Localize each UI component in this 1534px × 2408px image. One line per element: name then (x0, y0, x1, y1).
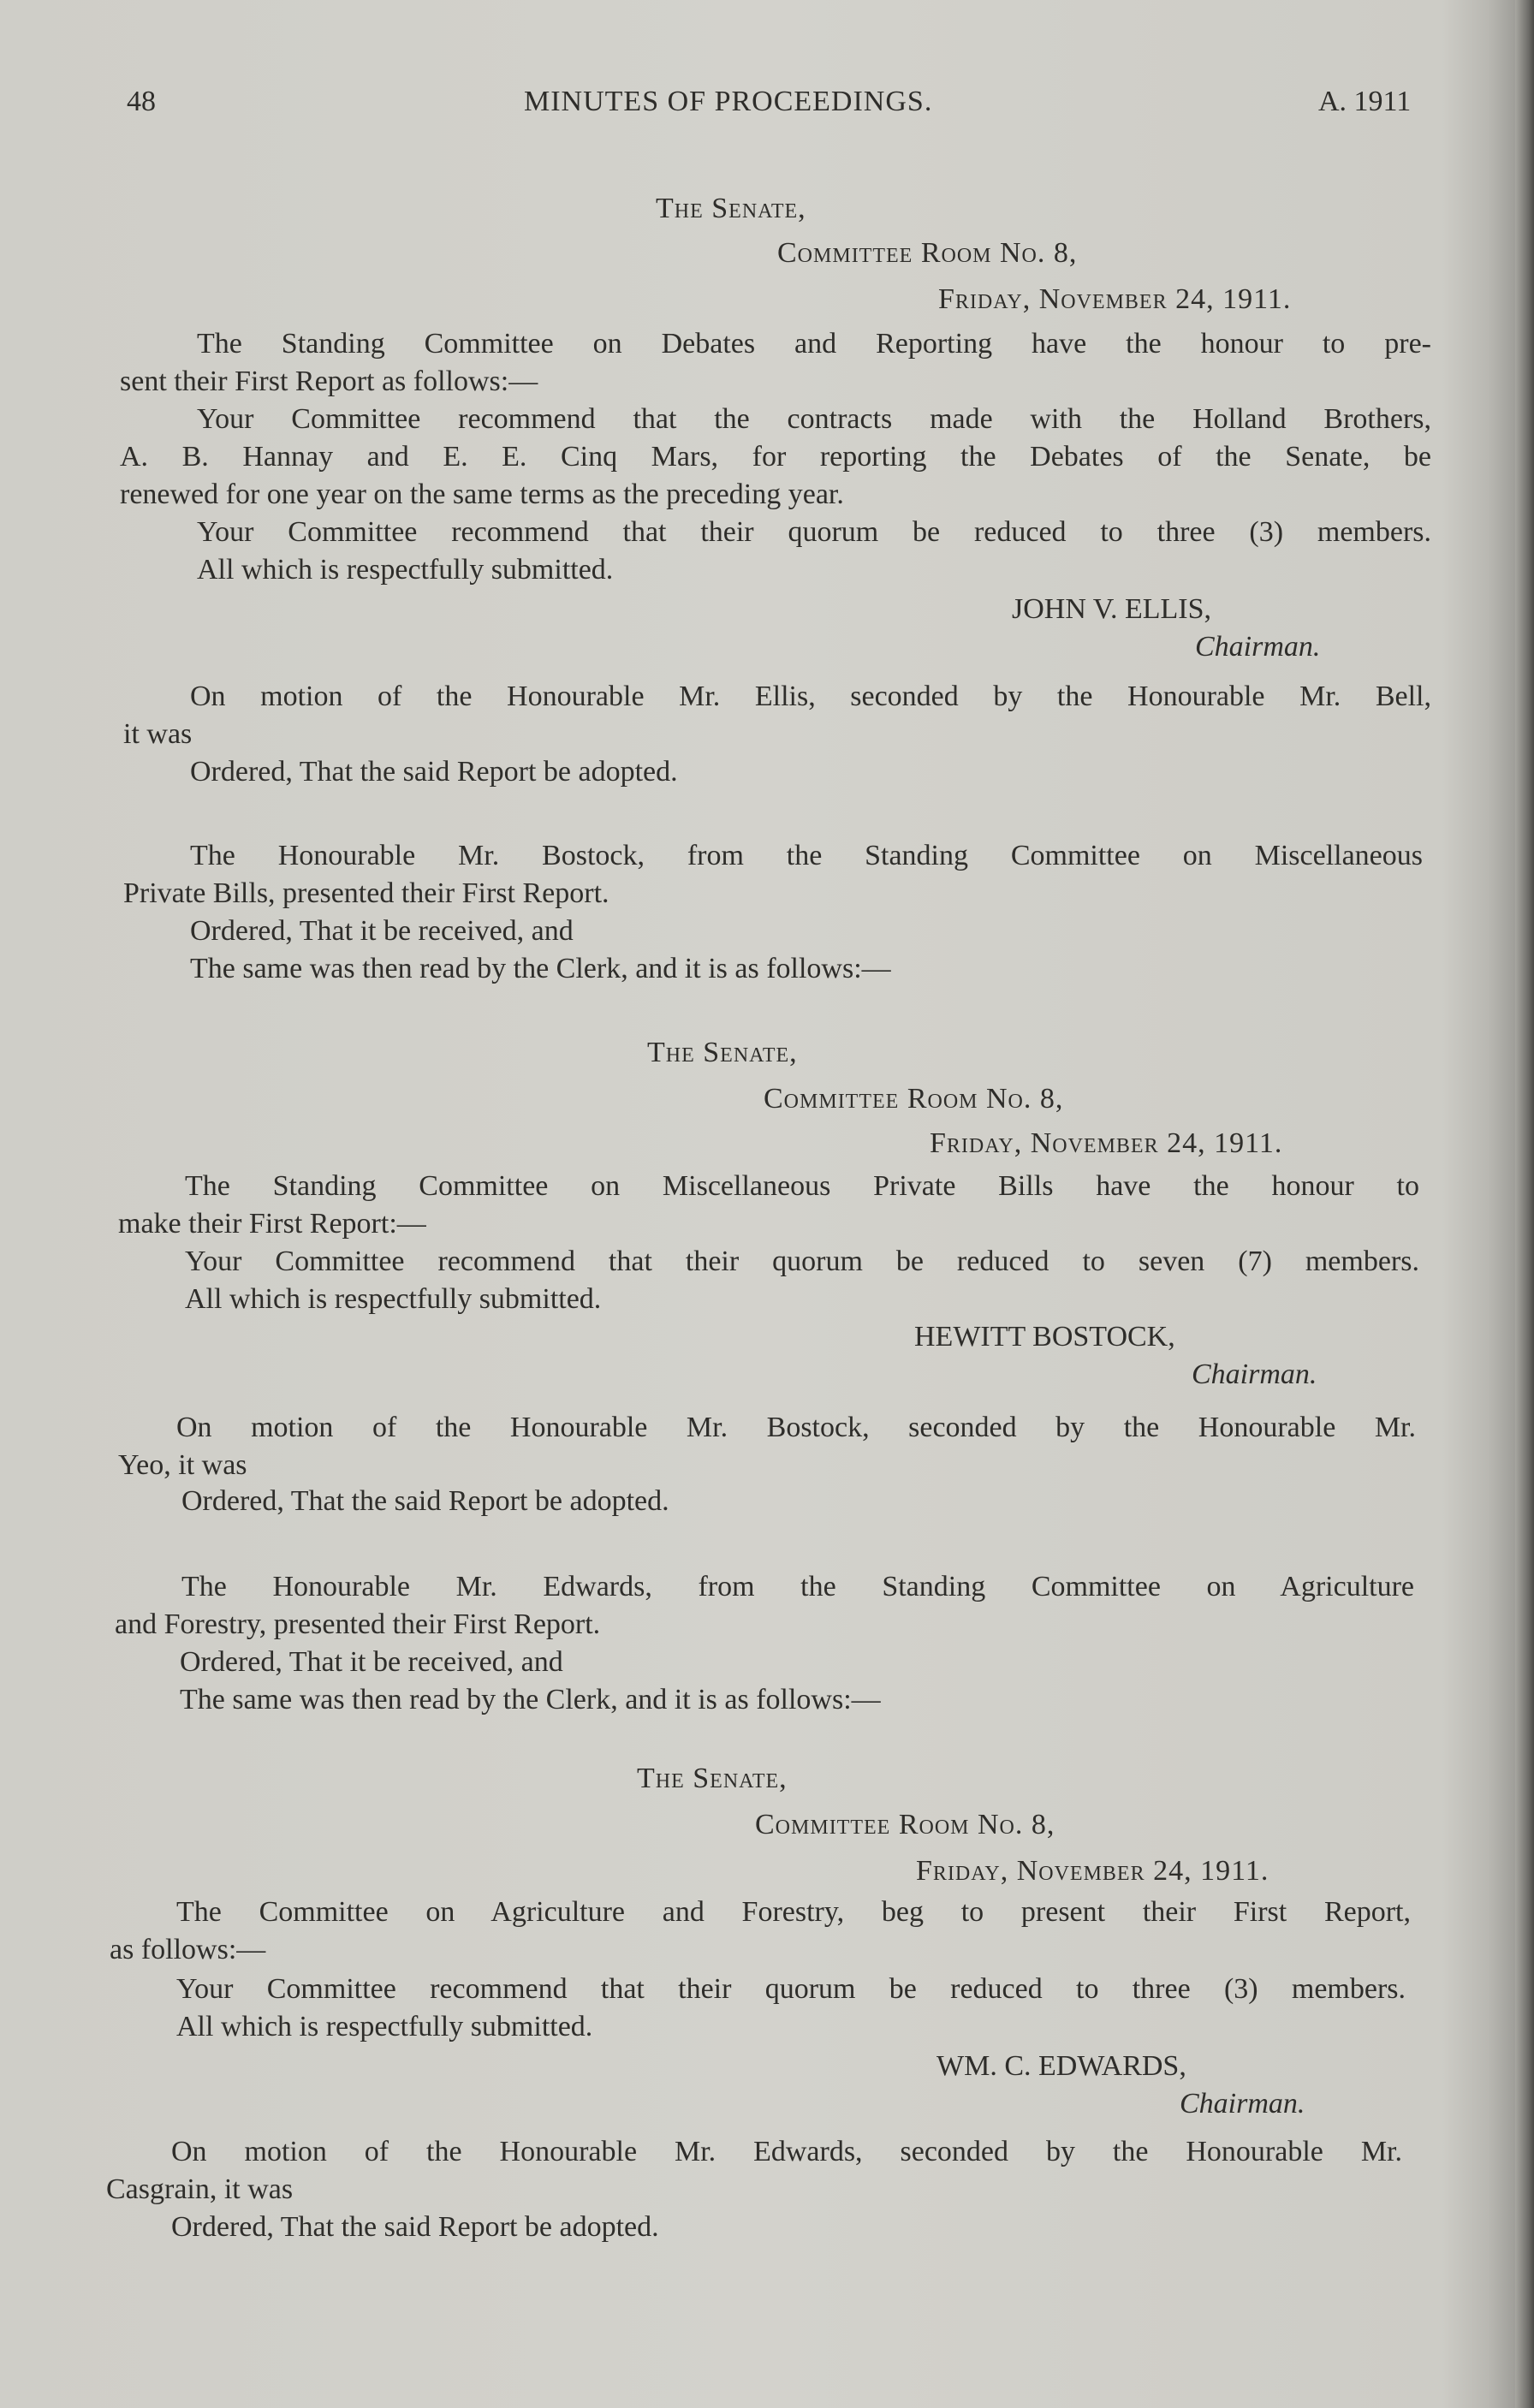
read-by-clerk: The same was then read by the Clerk, and it is as follows:— (180, 1684, 881, 1715)
report-paragraph: Your Committee recommend that their quorum be reduced to three (3) members. (197, 516, 1431, 548)
intro-paragraph: The Honourable Mr. Edwards, from the Standing Committee on Agriculture (181, 1571, 1414, 1602)
motion-text-cont: Yeo, it was (118, 1449, 247, 1481)
motion-text-cont: Casgrain, it was (106, 2173, 294, 2205)
intro-paragraph-cont: and Forestry, presented their First Report. (115, 1608, 601, 1640)
ordered-received: Ordered, That it be received, and (190, 915, 574, 947)
report-paragraph-cont: sent their First Report as follows:— (120, 366, 538, 397)
senate-heading: The Senate, (647, 1037, 798, 1068)
chairman-name: HEWITT BOSTOCK, (914, 1321, 1175, 1353)
intro-paragraph: The Honourable Mr. Bostock, from the Standing Committee on Miscellaneous (190, 840, 1423, 871)
running-header (0, 86, 1534, 137)
report-closing: All which is respectfully submitted. (197, 554, 614, 586)
report-closing: All which is respectfully submitted. (176, 2011, 593, 2042)
header-title: MINUTES OF PROCEEDINGS. (524, 86, 933, 117)
chairman-name: JOHN V. ELLIS, (1012, 593, 1211, 625)
header-year: A. 1911 (1318, 86, 1412, 117)
book-spine-shadow (1515, 0, 1534, 2408)
motion-text: On motion of the Honourable Mr. Edwards, seconded by the Honourable Mr. (171, 2136, 1402, 2167)
motion-text: On motion of the Honourable Mr. Ellis, seconded by the Honourable Mr. Bell, (190, 681, 1431, 712)
report-paragraph: Your Committee recommend that the contracts made with the Holland Brothers, (197, 403, 1431, 435)
chairman-title: Chairman. (1195, 631, 1321, 663)
report-paragraph: Your Committee recommend that their quorum be reduced to three (3) members. (176, 1973, 1406, 2005)
chairman-title: Chairman. (1192, 1359, 1317, 1390)
ordered-received: Ordered, That it be received, and (180, 1646, 563, 1678)
report-paragraph: Your Committee recommend that their quorum be reduced to seven (7) members. (185, 1246, 1419, 1277)
chairman-title: Chairman. (1180, 2088, 1305, 2120)
motion-text-cont: it was (123, 718, 193, 750)
chairman-name: WM. C. EDWARDS, (936, 2050, 1186, 2082)
committee-room: Committee Room No. 8, (777, 237, 1078, 269)
report-paragraph: The Standing Committee on Debates and Reporting have the honour to pre- (197, 328, 1431, 360)
page-number: 48 (127, 86, 156, 117)
read-by-clerk: The same was then read by the Clerk, and it is as follows:— (190, 953, 891, 984)
report-paragraph: The Committee on Agriculture and Forestry, beg to present their First Report, (176, 1896, 1411, 1928)
report-date: Friday, November 24, 1911. (938, 283, 1292, 315)
intro-paragraph-cont: Private Bills, presented their First Report. (123, 877, 609, 909)
ordered-text: Ordered, That the said Report be adopted. (181, 1485, 669, 1517)
committee-room: Committee Room No. 8, (764, 1083, 1064, 1115)
report-date: Friday, November 24, 1911. (916, 1855, 1269, 1887)
motion-text: On motion of the Honourable Mr. Bostock, seconded by the Honourable Mr. (176, 1412, 1416, 1443)
report-paragraph-cont: as follows:— (110, 1934, 266, 1965)
committee-room: Committee Room No. 8, (755, 1809, 1055, 1840)
ordered-text: Ordered, That the said Report be adopted. (190, 756, 678, 788)
senate-heading: The Senate, (637, 1763, 788, 1794)
ordered-text: Ordered, That the said Report be adopted. (171, 2211, 659, 2243)
report-paragraph-cont: A. B. Hannay and E. E. Cinq Mars, for reporting the Debates of the Senate, be (120, 441, 1431, 473)
report-date: Friday, November 24, 1911. (930, 1127, 1283, 1159)
report-closing: All which is respectfully submitted. (185, 1283, 602, 1315)
report-paragraph-cont: renewed for one year on the same terms as the preceding year. (120, 479, 844, 510)
senate-heading: The Senate, (656, 193, 806, 224)
report-paragraph-cont: make their First Report:— (118, 1208, 426, 1240)
report-paragraph: The Standing Committee on Miscellaneous Private Bills have the honour to (185, 1170, 1419, 1202)
